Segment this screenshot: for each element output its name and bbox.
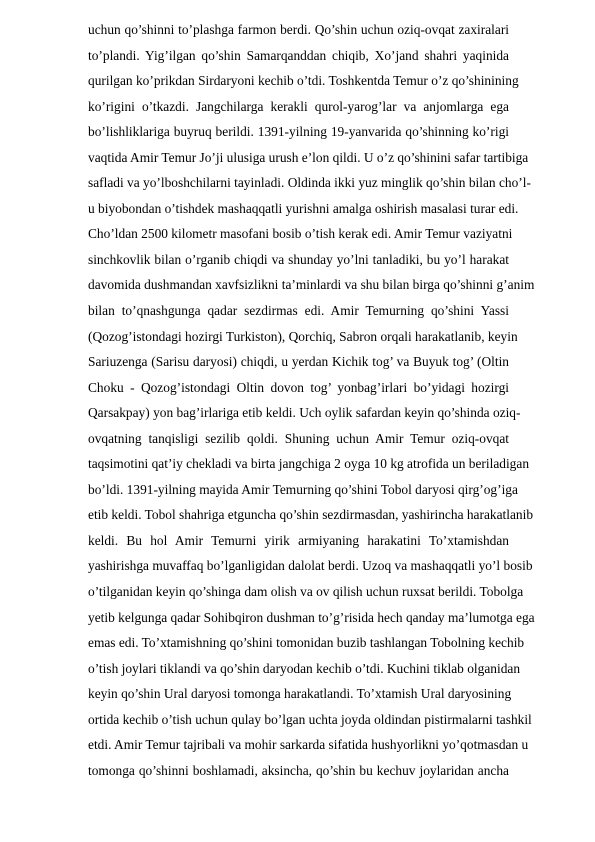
text-line: Qarsakpay) yon bag’irlariga etib keldi. Uch oylik safardan keyin qo’shinda oziq- — [88, 405, 521, 421]
body-text — [88, 17, 535, 783]
text-line: keyin qo’shin Ural daryosi tomonga harakatlandi. To’xtamish Ural daryosining — [88, 686, 512, 702]
text-line: Sariuzenga (Sarisu daryosi) chiqdi, u yerdan Kichik tog’ va Buyuk tog’ (Oltin — [88, 354, 509, 370]
text-line: yashirishga muvaffaq bo’lganligidan dalolat berdi. Uzoq va mashaqqatli yo’l bosib — [88, 558, 533, 574]
text-line: Choku - Qozog’istondagi Oltin dovon tog’ yonbag’irlari bo’yidagi hozirgi — [88, 379, 509, 395]
text-line: vaqtida Amir Temur Jo’ji ulusiga urush e’lon qildi. U o’z qo’shinini safar tartibiga — [88, 149, 529, 165]
text-line: taqsimotini qat’iy chekladi va birta jangchiga 2 oyga 10 kg atrofida un beriladigan — [88, 456, 530, 472]
text-line: bilan to’qnashgunga qadar sezdirmas edi. Amir Temurning qo’shini Yassi — [88, 303, 509, 319]
text-line: bo’lishliklariga buyruq berildi. 1391-yilning 19-yanvarida qo’shinning ko’rigi — [88, 124, 509, 140]
text-line: ortida kechib o’tish uchun qulay bo’lgan uchta joyda oldindan pistirmalarni tashkil — [88, 711, 532, 727]
text-line: (Qozog’istondagi hozirgi Turkiston), Qorchiq, Sabron orqali harakatlanib, keyin — [88, 328, 518, 344]
text-line: ovqatning tanqisligi sezilib qoldi. Shuning uchun Amir Temur oziq-ovqat — [88, 430, 509, 446]
text-line: u biyobondan o’tishdek mashaqqatli yurishni amalga oshirish masalasi turar edi. — [88, 200, 519, 216]
text-line: uchun qo’shinni to’plashga farmon berdi. Qo’shin uchun oziq-ovqat zaxiralari — [88, 22, 509, 37]
text-line: davomida dushmandan xavfsizlikni ta’minlardi va shu bilan birga qo’shinni g’anim — [88, 277, 535, 293]
text-line: etdi. Amir Temur tajribali va mohir sarkarda sifatida hushyorlikni yo’qotmasdan u — [88, 737, 529, 753]
text-line: Cho’ldan 2500 kilometr masofani bosib o’tish kerak edi. Amir Temur vaziyatni — [88, 226, 513, 242]
text-line: qurilgan ko’prikdan Sirdaryoni kechib o’tdi. Toshkentda Temur o’z qo’shinining — [88, 73, 519, 89]
text-line: o’tilganidan keyin qo’shinga dam olish va ov qilish uchun ruxsat berildi. Tobolga — [88, 584, 524, 600]
text-line: keldi. Bu hol Amir Temurni yirik armiyaning harakatini To’xtamishdan — [88, 532, 509, 548]
text-line: o’tish joylari tiklandi va qo’shin daryodan kechib o’tdi. Kuchini tiklab olganidan — [88, 660, 521, 676]
text-line: tomonga qo’shinni boshlamadi, aksincha, qo’shin bu kechuv joylaridan ancha — [88, 762, 509, 778]
text-line: emas edi. To’xtamishning qo’shini tomonidan buzib tashlangan Tobolning kechib — [88, 635, 525, 651]
text-line: bo’ldi. 1391-yilning mayida Amir Temurning qo’shini Tobol daryosi qirg’og’iga — [88, 481, 518, 497]
text-line: to’plandi. Yig’ilgan qo’shin Samarqanddan chiqib, Xo’jand shahri yaqinida — [88, 47, 509, 63]
text-line: ko’rigini o’tkazdi. Jangchilarga kerakli qurol-yarog’lar va anjomlarga ega — [88, 98, 509, 114]
text-line: safladi va yo’lboshchilarni tayinladi. Oldinda ikki yuz minglik qo’shin bilan cho’l- — [88, 175, 531, 191]
text-line: etib keldi. Tobol shahriga etguncha qo’shin sezdirmasdan, yashirincha harakatlanib — [88, 507, 534, 523]
text-line: sinchkovlik bilan o’rganib chiqdi va shunday yo’lni tanladiki, bu yo’l harakat — [88, 251, 509, 267]
text-line: yetib kelgunga qadar Sohibqiron dushman to’g’risida hech qanday ma’lumotga ega — [88, 609, 535, 625]
